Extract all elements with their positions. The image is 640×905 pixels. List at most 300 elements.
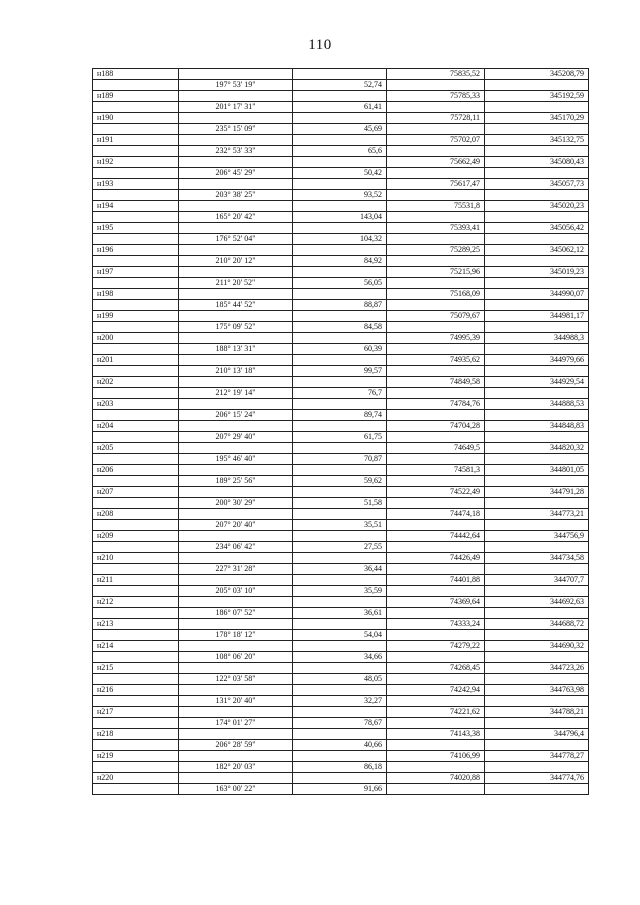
length-cell: 36,44: [293, 564, 387, 575]
y-coordinate-cell: 345080,43: [485, 157, 589, 168]
empty-cell: [485, 344, 589, 355]
point-name-cell: н195: [93, 223, 179, 234]
y-coordinate-cell: 345062,12: [485, 245, 589, 256]
point-name-cell: н201: [93, 355, 179, 366]
empty-cell: [93, 124, 179, 135]
coordinates-table: [92, 68, 589, 795]
empty-cell: [93, 608, 179, 619]
empty-cell: [387, 234, 485, 245]
empty-cell: [387, 432, 485, 443]
y-coordinate-cell: 344688,72: [485, 619, 589, 630]
x-coordinate-cell: 74242,94: [387, 685, 485, 696]
table-row: [93, 432, 589, 443]
empty-cell: [485, 212, 589, 223]
x-coordinate-cell: 74995,39: [387, 333, 485, 344]
azimuth-cell: 234° 06' 42": [179, 542, 293, 553]
azimuth-cell: 211° 20' 52": [179, 278, 293, 289]
point-name-cell: н217: [93, 707, 179, 718]
table-row: [93, 91, 589, 102]
empty-cell: [93, 300, 179, 311]
empty-cell: [93, 630, 179, 641]
empty-cell: [293, 619, 387, 630]
point-name-cell: н190: [93, 113, 179, 124]
empty-cell: [387, 388, 485, 399]
empty-cell: [387, 168, 485, 179]
x-coordinate-cell: 75215,96: [387, 267, 485, 278]
empty-cell: [179, 333, 293, 344]
empty-cell: [485, 586, 589, 597]
empty-cell: [293, 311, 387, 322]
table-row: [93, 344, 589, 355]
page-number: 110: [308, 37, 332, 53]
table-row: [93, 102, 589, 113]
y-coordinate-cell: 344848,83: [485, 421, 589, 432]
table-row: [93, 245, 589, 256]
table-row: [93, 421, 589, 432]
empty-cell: [293, 113, 387, 124]
x-coordinate-cell: 75393,41: [387, 223, 485, 234]
y-coordinate-cell: 345192,59: [485, 91, 589, 102]
y-coordinate-cell: 344773,21: [485, 509, 589, 520]
point-name-cell: н209: [93, 531, 179, 542]
empty-cell: [293, 685, 387, 696]
table-row: [93, 366, 589, 377]
length-cell: 61,75: [293, 432, 387, 443]
empty-cell: [485, 388, 589, 399]
empty-cell: [485, 520, 589, 531]
x-coordinate-cell: 75702,07: [387, 135, 485, 146]
point-name-cell: н203: [93, 399, 179, 410]
empty-cell: [387, 586, 485, 597]
table-row: [93, 80, 589, 91]
empty-cell: [387, 696, 485, 707]
empty-cell: [93, 542, 179, 553]
empty-cell: [179, 751, 293, 762]
empty-cell: [293, 245, 387, 256]
point-name-cell: н194: [93, 201, 179, 212]
empty-cell: [179, 267, 293, 278]
length-cell: 48,05: [293, 674, 387, 685]
empty-cell: [293, 553, 387, 564]
empty-cell: [485, 234, 589, 245]
empty-cell: [387, 476, 485, 487]
length-cell: 51,58: [293, 498, 387, 509]
table-row: [93, 69, 589, 80]
length-cell: 93,52: [293, 190, 387, 201]
empty-cell: [485, 498, 589, 509]
empty-cell: [387, 344, 485, 355]
x-coordinate-cell: 75617,47: [387, 179, 485, 190]
azimuth-cell: 176° 52' 04": [179, 234, 293, 245]
empty-cell: [293, 487, 387, 498]
point-name-cell: н213: [93, 619, 179, 630]
empty-cell: [485, 762, 589, 773]
table-row: [93, 267, 589, 278]
y-coordinate-cell: 344796,4: [485, 729, 589, 740]
length-cell: 32,27: [293, 696, 387, 707]
empty-cell: [179, 663, 293, 674]
empty-cell: [387, 80, 485, 91]
empty-cell: [387, 102, 485, 113]
point-name-cell: н212: [93, 597, 179, 608]
x-coordinate-cell: 74649,5: [387, 443, 485, 454]
azimuth-cell: 174° 01' 27": [179, 718, 293, 729]
table-row: [93, 201, 589, 212]
point-name-cell: н198: [93, 289, 179, 300]
azimuth-cell: 197° 53' 19": [179, 80, 293, 91]
empty-cell: [293, 355, 387, 366]
empty-cell: [485, 410, 589, 421]
empty-cell: [93, 740, 179, 751]
empty-cell: [387, 410, 485, 421]
empty-cell: [293, 509, 387, 520]
empty-cell: [93, 388, 179, 399]
empty-cell: [293, 465, 387, 476]
x-coordinate-cell: 74268,45: [387, 663, 485, 674]
empty-cell: [179, 465, 293, 476]
table-row: [93, 674, 589, 685]
empty-cell: [387, 762, 485, 773]
azimuth-cell: 189° 25' 56": [179, 476, 293, 487]
length-cell: 76,7: [293, 388, 387, 399]
point-name-cell: н204: [93, 421, 179, 432]
empty-cell: [387, 630, 485, 641]
x-coordinate-cell: 74369,64: [387, 597, 485, 608]
y-coordinate-cell: 344723,26: [485, 663, 589, 674]
empty-cell: [293, 333, 387, 344]
empty-cell: [293, 641, 387, 652]
length-cell: 88,87: [293, 300, 387, 311]
empty-cell: [387, 718, 485, 729]
empty-cell: [387, 564, 485, 575]
empty-cell: [179, 729, 293, 740]
y-coordinate-cell: 344692,63: [485, 597, 589, 608]
empty-cell: [485, 674, 589, 685]
x-coordinate-cell: 74401,88: [387, 575, 485, 586]
y-coordinate-cell: 344990,07: [485, 289, 589, 300]
empty-cell: [179, 179, 293, 190]
table-row: [93, 740, 589, 751]
azimuth-cell: 188° 13' 31": [179, 344, 293, 355]
empty-cell: [293, 531, 387, 542]
point-name-cell: н215: [93, 663, 179, 674]
azimuth-cell: 185° 44' 52": [179, 300, 293, 311]
point-name-cell: н214: [93, 641, 179, 652]
azimuth-cell: 207° 20' 40": [179, 520, 293, 531]
empty-cell: [387, 146, 485, 157]
table-row: [93, 179, 589, 190]
empty-cell: [293, 223, 387, 234]
table-row: [93, 377, 589, 388]
length-cell: 36,61: [293, 608, 387, 619]
empty-cell: [293, 69, 387, 80]
y-coordinate-cell: 344707,7: [485, 575, 589, 586]
empty-cell: [387, 674, 485, 685]
azimuth-cell: 206° 45' 29": [179, 168, 293, 179]
table-row: [93, 443, 589, 454]
empty-cell: [93, 432, 179, 443]
empty-cell: [293, 663, 387, 674]
point-name-cell: н192: [93, 157, 179, 168]
empty-cell: [179, 531, 293, 542]
x-coordinate-cell: 74221,62: [387, 707, 485, 718]
table-row: [93, 707, 589, 718]
point-name-cell: н196: [93, 245, 179, 256]
table-row: [93, 553, 589, 564]
table-row: [93, 146, 589, 157]
y-coordinate-cell: 344988,3: [485, 333, 589, 344]
point-name-cell: н206: [93, 465, 179, 476]
empty-cell: [387, 520, 485, 531]
length-cell: 91,66: [293, 784, 387, 795]
empty-cell: [93, 586, 179, 597]
table-row: [93, 597, 589, 608]
length-cell: 99,57: [293, 366, 387, 377]
point-name-cell: н220: [93, 773, 179, 784]
empty-cell: [93, 344, 179, 355]
empty-cell: [293, 575, 387, 586]
length-cell: 50,42: [293, 168, 387, 179]
empty-cell: [179, 355, 293, 366]
empty-cell: [179, 707, 293, 718]
x-coordinate-cell: 75785,33: [387, 91, 485, 102]
empty-cell: [179, 597, 293, 608]
table-row: [93, 234, 589, 245]
empty-cell: [93, 366, 179, 377]
azimuth-cell: 207° 29' 40": [179, 432, 293, 443]
table-row: [93, 729, 589, 740]
table-row: [93, 751, 589, 762]
empty-cell: [179, 487, 293, 498]
length-cell: 45,69: [293, 124, 387, 135]
empty-cell: [93, 190, 179, 201]
azimuth-cell: 206° 28' 59": [179, 740, 293, 751]
table-row: [93, 762, 589, 773]
empty-cell: [93, 476, 179, 487]
empty-cell: [293, 157, 387, 168]
empty-cell: [93, 322, 179, 333]
length-cell: 86,18: [293, 762, 387, 773]
x-coordinate-cell: 74849,58: [387, 377, 485, 388]
empty-cell: [485, 102, 589, 113]
table-row: [93, 542, 589, 553]
x-coordinate-cell: 74426,49: [387, 553, 485, 564]
empty-cell: [93, 520, 179, 531]
table-row: [93, 509, 589, 520]
empty-cell: [485, 300, 589, 311]
azimuth-cell: 175° 09' 52": [179, 322, 293, 333]
empty-cell: [179, 311, 293, 322]
empty-cell: [179, 641, 293, 652]
x-coordinate-cell: 75835,52: [387, 69, 485, 80]
empty-cell: [293, 201, 387, 212]
empty-cell: [485, 278, 589, 289]
point-name-cell: н207: [93, 487, 179, 498]
table-row: [93, 641, 589, 652]
azimuth-cell: 201° 17' 31": [179, 102, 293, 113]
empty-cell: [179, 377, 293, 388]
empty-cell: [93, 146, 179, 157]
azimuth-cell: 232° 53' 33": [179, 146, 293, 157]
empty-cell: [387, 124, 485, 135]
empty-cell: [93, 410, 179, 421]
empty-cell: [485, 146, 589, 157]
empty-cell: [293, 135, 387, 146]
empty-cell: [387, 190, 485, 201]
table-row: [93, 355, 589, 366]
empty-cell: [387, 652, 485, 663]
azimuth-cell: 122° 03' 58": [179, 674, 293, 685]
empty-cell: [485, 542, 589, 553]
point-name-cell: н189: [93, 91, 179, 102]
empty-cell: [485, 740, 589, 751]
table-row: [93, 322, 589, 333]
x-coordinate-cell: 74333,24: [387, 619, 485, 630]
table-row: [93, 113, 589, 124]
empty-cell: [293, 707, 387, 718]
table-row: [93, 773, 589, 784]
empty-cell: [485, 366, 589, 377]
empty-cell: [387, 454, 485, 465]
table-row: [93, 223, 589, 234]
empty-cell: [93, 80, 179, 91]
x-coordinate-cell: 74581,3: [387, 465, 485, 476]
x-coordinate-cell: 75168,09: [387, 289, 485, 300]
point-name-cell: н197: [93, 267, 179, 278]
empty-cell: [293, 443, 387, 454]
x-coordinate-cell: 75289,25: [387, 245, 485, 256]
azimuth-cell: 163° 00' 22": [179, 784, 293, 795]
y-coordinate-cell: 345019,23: [485, 267, 589, 278]
length-cell: 34,66: [293, 652, 387, 663]
table-row: [93, 696, 589, 707]
empty-cell: [485, 80, 589, 91]
empty-cell: [179, 113, 293, 124]
length-cell: 56,05: [293, 278, 387, 289]
empty-cell: [387, 322, 485, 333]
y-coordinate-cell: 345132,75: [485, 135, 589, 146]
table-row: [93, 465, 589, 476]
table-row: [93, 333, 589, 344]
length-cell: 65,6: [293, 146, 387, 157]
empty-cell: [93, 234, 179, 245]
empty-cell: [179, 773, 293, 784]
y-coordinate-cell: 344979,66: [485, 355, 589, 366]
table-row: [93, 718, 589, 729]
table-row: [93, 135, 589, 146]
empty-cell: [179, 399, 293, 410]
table-row: [93, 410, 589, 421]
azimuth-cell: 178° 18' 12": [179, 630, 293, 641]
azimuth-cell: 195° 46' 40": [179, 454, 293, 465]
point-name-cell: н208: [93, 509, 179, 520]
y-coordinate-cell: 344981,17: [485, 311, 589, 322]
empty-cell: [485, 256, 589, 267]
y-coordinate-cell: 345020,23: [485, 201, 589, 212]
x-coordinate-cell: 74279,22: [387, 641, 485, 652]
length-cell: 59,62: [293, 476, 387, 487]
empty-cell: [485, 564, 589, 575]
empty-cell: [93, 762, 179, 773]
y-coordinate-cell: 344791,28: [485, 487, 589, 498]
y-coordinate-cell: 344929,54: [485, 377, 589, 388]
x-coordinate-cell: 74784,76: [387, 399, 485, 410]
empty-cell: [485, 168, 589, 179]
length-cell: 143,04: [293, 212, 387, 223]
table-row: [93, 476, 589, 487]
empty-cell: [93, 564, 179, 575]
table-row: [93, 399, 589, 410]
point-name-cell: н218: [93, 729, 179, 740]
y-coordinate-cell: 344774,76: [485, 773, 589, 784]
empty-cell: [179, 443, 293, 454]
table-row: [93, 685, 589, 696]
empty-cell: [387, 608, 485, 619]
azimuth-cell: 182° 20' 03": [179, 762, 293, 773]
empty-cell: [293, 421, 387, 432]
length-cell: 61,41: [293, 102, 387, 113]
empty-cell: [387, 740, 485, 751]
y-coordinate-cell: 345056,42: [485, 223, 589, 234]
azimuth-cell: 108° 06' 20": [179, 652, 293, 663]
empty-cell: [93, 256, 179, 267]
table-row: [93, 124, 589, 135]
azimuth-cell: 186° 07' 52": [179, 608, 293, 619]
length-cell: 60,39: [293, 344, 387, 355]
empty-cell: [293, 91, 387, 102]
azimuth-cell: 210° 13' 18": [179, 366, 293, 377]
length-cell: 84,58: [293, 322, 387, 333]
azimuth-cell: 165° 20' 42": [179, 212, 293, 223]
empty-cell: [179, 553, 293, 564]
x-coordinate-cell: 75728,11: [387, 113, 485, 124]
empty-cell: [485, 608, 589, 619]
empty-cell: [179, 157, 293, 168]
length-cell: 89,74: [293, 410, 387, 421]
empty-cell: [485, 322, 589, 333]
y-coordinate-cell: 344801,05: [485, 465, 589, 476]
x-coordinate-cell: 75531,8: [387, 201, 485, 212]
empty-cell: [293, 377, 387, 388]
point-name-cell: н191: [93, 135, 179, 146]
azimuth-cell: 200° 30' 29": [179, 498, 293, 509]
point-name-cell: н210: [93, 553, 179, 564]
empty-cell: [179, 223, 293, 234]
empty-cell: [387, 256, 485, 267]
table-row: [93, 311, 589, 322]
length-cell: 84,92: [293, 256, 387, 267]
table-row: [93, 278, 589, 289]
empty-cell: [387, 366, 485, 377]
empty-cell: [485, 454, 589, 465]
empty-cell: [179, 619, 293, 630]
table-row: [93, 300, 589, 311]
empty-cell: [93, 674, 179, 685]
azimuth-cell: 227° 31' 28": [179, 564, 293, 575]
table-row: [93, 212, 589, 223]
point-name-cell: н202: [93, 377, 179, 388]
table-row: [93, 608, 589, 619]
empty-cell: [93, 102, 179, 113]
length-cell: 104,32: [293, 234, 387, 245]
point-name-cell: н219: [93, 751, 179, 762]
table-row: [93, 487, 589, 498]
table-row: [93, 498, 589, 509]
empty-cell: [179, 421, 293, 432]
azimuth-cell: 205° 03' 10": [179, 586, 293, 597]
x-coordinate-cell: 74442,64: [387, 531, 485, 542]
azimuth-cell: 206° 15' 24": [179, 410, 293, 421]
